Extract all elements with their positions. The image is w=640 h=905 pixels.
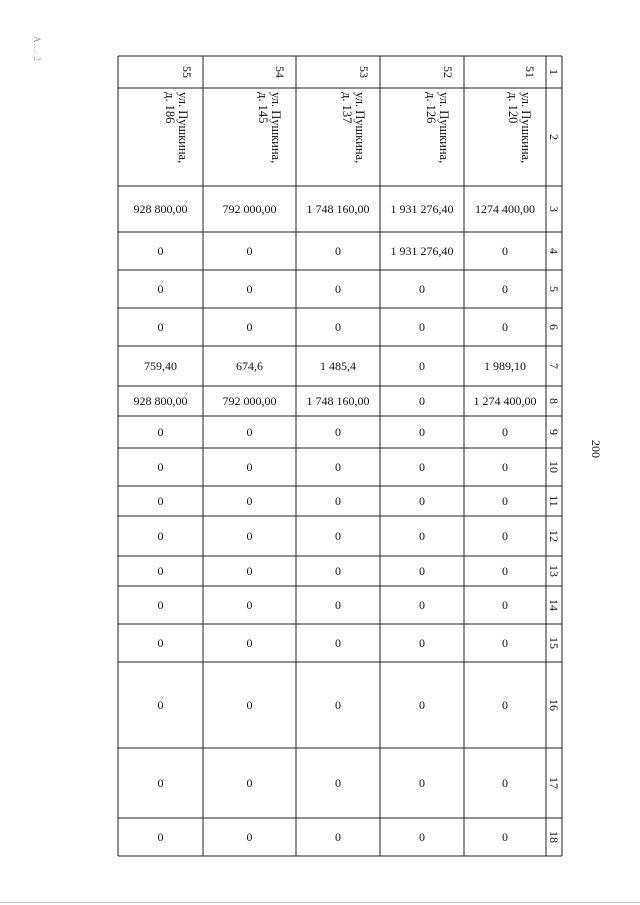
column-number: 3 [547, 206, 561, 212]
record-number: 53 [357, 66, 371, 78]
value-cell: 1 748 160,00 [306, 202, 370, 216]
value-cell: 0 [502, 460, 508, 474]
value-cell: 1 274 400,00 [473, 394, 537, 408]
value-cell: 0 [335, 529, 341, 543]
address-house: д. 145 [256, 92, 270, 124]
value-cell: 0 [157, 425, 164, 439]
value-cell: 0 [335, 598, 341, 612]
value-cell: 0 [246, 830, 253, 844]
record-number: 51 [523, 66, 537, 78]
column-number: 15 [547, 637, 561, 649]
value-cell: 0 [502, 598, 508, 612]
column-number: 9 [547, 429, 561, 435]
value-cell: 0 [335, 244, 341, 258]
value-cell: 0 [502, 698, 508, 712]
value-cell: 0 [157, 598, 164, 612]
column-number: 10 [547, 461, 561, 473]
value-cell: 0 [157, 776, 164, 790]
value-cell: 0 [246, 425, 253, 439]
value-cell: 0 [335, 282, 341, 296]
value-cell: 0 [157, 636, 164, 650]
value-cell: 0 [246, 698, 253, 712]
address-street: ул. Пушкина, [437, 92, 451, 164]
value-cell: 0 [157, 529, 164, 543]
value-cell: 1 748 160,00 [306, 394, 370, 408]
grid-lines [118, 56, 562, 856]
record-number: 55 [180, 66, 194, 78]
column-number: 5 [547, 286, 561, 292]
value-cell: 0 [419, 282, 425, 296]
value-cell: 0 [419, 394, 425, 408]
value-cell: 0 [502, 282, 508, 296]
value-cell: 0 [419, 830, 425, 844]
value-cell: 0 [419, 359, 425, 373]
column-number: 17 [547, 777, 561, 789]
value-cell: 0 [335, 776, 341, 790]
value-cell: 928 800,00 [133, 394, 188, 408]
address-house: д. 126 [424, 92, 438, 124]
value-cell: 0 [246, 244, 253, 258]
value-cell: 0 [335, 494, 341, 508]
value-cell: 1 931 276,40 [390, 244, 454, 258]
value-cell: 0 [419, 564, 425, 578]
value-cell: 0 [419, 320, 425, 334]
value-cell: 0 [246, 494, 253, 508]
value-cell: 0 [157, 698, 164, 712]
column-number: 1 [547, 69, 561, 75]
value-cell: 0 [246, 460, 253, 474]
value-cell: 0 [246, 636, 253, 650]
value-cell: 0 [246, 529, 253, 543]
value-cell: 759,40 [144, 359, 177, 373]
column-number: 11 [547, 495, 561, 507]
address-house: д. 137 [340, 92, 354, 124]
address-street: ул. Пушкина, [519, 92, 533, 164]
value-cell: 0 [502, 425, 508, 439]
value-cell: 0 [157, 282, 164, 296]
address-house: д. 120 [506, 92, 520, 124]
value-cell: 0 [157, 830, 164, 844]
value-cell: 1274 400,00 [475, 202, 535, 216]
record-number: 52 [441, 66, 455, 78]
column-number: 8 [547, 398, 561, 404]
value-cell: 928 800,00 [133, 202, 188, 216]
value-cell: 0 [157, 320, 164, 334]
value-cell: 0 [246, 564, 253, 578]
column-number: 12 [547, 530, 561, 542]
address-street: ул. Пушкина, [353, 92, 367, 164]
column-number: 6 [547, 324, 561, 330]
column-number: 16 [547, 699, 561, 711]
value-cell: 0 [419, 425, 425, 439]
value-cell: 0 [502, 564, 508, 578]
value-cell: 0 [335, 564, 341, 578]
record-number: 54 [273, 66, 287, 78]
value-cell: 0 [502, 529, 508, 543]
value-cell: 0 [502, 830, 508, 844]
value-cell: 0 [335, 320, 341, 334]
value-cell: 0 [246, 776, 253, 790]
value-cell: 1 989,10 [484, 359, 526, 373]
value-cell: 0 [335, 830, 341, 844]
value-cell: 0 [502, 636, 508, 650]
column-number: 14 [547, 599, 561, 611]
column-number: 4 [547, 248, 561, 254]
value-cell: 1 931 276,40 [390, 202, 454, 216]
value-cell: 0 [157, 244, 164, 258]
value-cell: 1 485,4 [320, 359, 356, 373]
value-cell: 0 [419, 598, 425, 612]
corner-mark: A... 2 [32, 36, 42, 62]
value-cell: 0 [335, 698, 341, 712]
column-number: 7 [547, 363, 561, 369]
value-cell: 0 [157, 564, 164, 578]
value-cell: 674,6 [236, 359, 263, 373]
value-cell: 0 [246, 320, 253, 334]
value-cell: 0 [335, 636, 341, 650]
value-cell: 0 [419, 636, 425, 650]
value-cell: 0 [246, 282, 253, 296]
address-street: ул. Пушкина, [176, 92, 190, 164]
value-cell: 0 [419, 460, 425, 474]
value-cell: 0 [157, 460, 164, 474]
value-cell: 792 000,00 [222, 202, 277, 216]
value-cell: 0 [502, 244, 508, 258]
address-street: ул. Пушкина, [269, 92, 283, 164]
value-cell: 0 [157, 494, 164, 508]
value-cell: 0 [419, 529, 425, 543]
value-cell: 0 [419, 776, 425, 790]
value-cell: 0 [502, 320, 508, 334]
value-cell: 0 [419, 494, 425, 508]
value-cell: 0 [246, 598, 253, 612]
value-cell: 792 000,00 [222, 394, 277, 408]
column-number: 13 [547, 565, 561, 577]
page-number: 200 [589, 440, 603, 458]
value-cell: 0 [419, 698, 425, 712]
value-cell: 0 [502, 776, 508, 790]
value-cell: 0 [335, 460, 341, 474]
address-house: д. 186 [163, 92, 177, 124]
column-number: 18 [547, 831, 561, 843]
value-cell: 0 [502, 494, 508, 508]
value-cell: 0 [335, 425, 341, 439]
column-number: 2 [547, 134, 561, 140]
